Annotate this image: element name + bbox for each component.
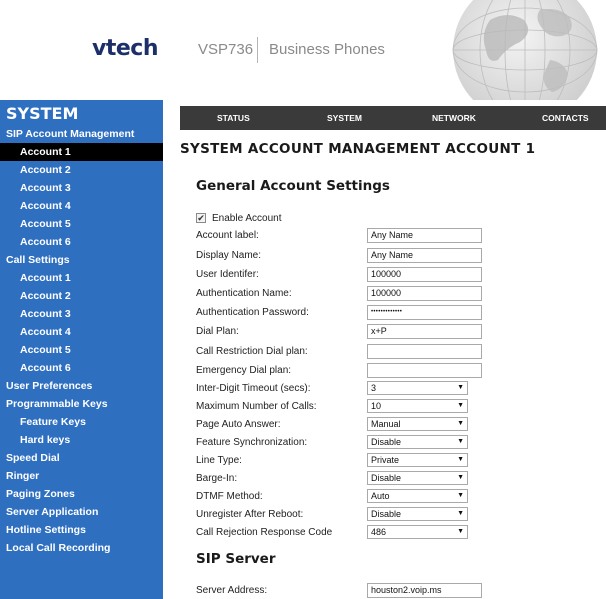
server-address-label: Server Address: <box>196 585 268 596</box>
user-identifier-input[interactable]: 100000 <box>367 267 482 282</box>
sidebar-item-sip-account-3[interactable]: Account 3 <box>20 182 71 194</box>
sidebar-item-call-settings[interactable]: Call Settings <box>6 254 70 266</box>
top-nav <box>180 106 606 130</box>
sidebar-item-sip-account-1[interactable]: Account 1 <box>0 143 163 161</box>
server-address-input[interactable]: houston2.voip.ms <box>367 583 482 598</box>
header-divider <box>257 37 258 63</box>
enable-account-label: Enable Account <box>212 212 282 224</box>
chevron-down-icon: ▼ <box>457 456 464 463</box>
chevron-down-icon: ▼ <box>457 510 464 517</box>
sidebar-item-server-application[interactable]: Server Application <box>6 506 99 518</box>
nav-tab-network[interactable]: NETWORK <box>432 113 476 123</box>
max-calls-label: Maximum Number of Calls: <box>196 401 317 412</box>
sidebar-item-call-account-4[interactable]: Account 4 <box>20 326 71 338</box>
sidebar-item-sip-account-2[interactable]: Account 2 <box>20 164 71 176</box>
emergency-dial-plan-input[interactable] <box>367 363 482 378</box>
call-rejection-code-select[interactable] <box>367 525 468 539</box>
inter-digit-timeout-select[interactable] <box>367 381 468 395</box>
page-auto-answer-value: Manual <box>371 419 401 429</box>
sidebar-item-sip-account-management[interactable]: SIP Account Management <box>6 128 135 140</box>
account-label-label: Account label: <box>196 230 259 241</box>
feature-sync-select[interactable] <box>367 435 468 449</box>
barge-in-label: Barge-In: <box>196 473 238 484</box>
sidebar-item-call-account-2[interactable]: Account 2 <box>20 290 71 302</box>
inter-digit-timeout-label: Inter-Digit Timeout (secs): <box>196 383 311 394</box>
header <box>0 0 606 100</box>
chevron-down-icon: ▼ <box>457 420 464 427</box>
account-label-input[interactable]: Any Name <box>367 228 482 243</box>
sidebar-item-user-preferences[interactable]: User Preferences <box>6 380 93 392</box>
feature-sync-label: Feature Synchronization: <box>196 437 308 448</box>
auth-name-label: Authentication Name: <box>196 288 292 299</box>
max-calls-select[interactable] <box>367 399 468 413</box>
sidebar-item-hard-keys[interactable]: Hard keys <box>20 434 71 446</box>
vtech-logo: vtech <box>92 36 158 61</box>
globe-graphic <box>430 0 606 100</box>
nav-tab-contacts[interactable]: CONTACTS <box>542 113 589 123</box>
enable-account-checkbox[interactable]: ✔ <box>197 212 205 223</box>
sidebar-item-sip-account-5[interactable]: Account 5 <box>20 218 71 230</box>
sidebar-item-call-account-6[interactable]: Account 6 <box>20 362 71 374</box>
unregister-after-reboot-value: Disable <box>371 509 402 519</box>
max-calls-value: 10 <box>371 401 382 411</box>
auth-name-input[interactable]: 100000 <box>367 286 482 301</box>
sidebar-item-call-account-5[interactable]: Account 5 <box>20 344 71 356</box>
call-restriction-dial-plan-input[interactable] <box>367 344 482 359</box>
sidebar-item-call-account-3[interactable]: Account 3 <box>20 308 71 320</box>
product-tagline: Business Phones <box>269 41 385 58</box>
page-title: SYSTEM ACCOUNT MANAGEMENT ACCOUNT 1 <box>180 141 536 157</box>
nav-tab-status[interactable]: STATUS <box>217 113 250 123</box>
enable-account-row <box>196 211 282 225</box>
page-auto-answer-select[interactable] <box>367 417 468 431</box>
unregister-after-reboot-select[interactable] <box>367 507 468 521</box>
call-rejection-code-value: 486 <box>371 527 387 537</box>
sidebar-item-sip-account-4[interactable]: Account 4 <box>20 200 71 212</box>
sidebar-item-programmable-keys[interactable]: Programmable Keys <box>6 398 108 410</box>
sidebar-item-sip-account-6[interactable]: Account 6 <box>20 236 71 248</box>
sip-server-heading: SIP Server <box>196 551 276 567</box>
call-rejection-code-label: Call Rejection Response Code <box>196 527 333 538</box>
dtmf-method-label: DTMF Method: <box>196 491 263 502</box>
dial-plan-input[interactable]: x+P <box>367 324 482 339</box>
sidebar-item-paging-zones[interactable]: Paging Zones <box>6 488 75 500</box>
line-type-label: Line Type: <box>196 455 242 466</box>
auth-password-label: Authentication Password: <box>196 307 309 318</box>
sidebar-item-ringer[interactable]: Ringer <box>6 470 40 482</box>
call-restriction-dial-plan-label: Call Restriction Dial plan: <box>196 346 308 357</box>
dial-plan-label: Dial Plan: <box>196 326 239 337</box>
barge-in-select[interactable] <box>367 471 468 485</box>
sidebar-item-call-account-1[interactable]: Account 1 <box>20 272 71 284</box>
feature-sync-value: Disable <box>371 437 402 447</box>
chevron-down-icon: ▼ <box>457 492 464 499</box>
unregister-after-reboot-label: Unregister After Reboot: <box>196 509 304 520</box>
barge-in-value: Disable <box>371 473 402 483</box>
dtmf-method-value: Auto <box>371 491 390 501</box>
inter-digit-timeout-value: 3 <box>371 383 377 393</box>
emergency-dial-plan-label: Emergency Dial plan: <box>196 365 292 376</box>
chevron-down-icon: ▼ <box>457 438 464 445</box>
display-name-input[interactable]: Any Name <box>367 248 482 263</box>
sidebar-item-feature-keys[interactable]: Feature Keys <box>20 416 86 428</box>
chevron-down-icon: ▼ <box>457 402 464 409</box>
dtmf-method-select[interactable] <box>367 489 468 503</box>
auth-password-input[interactable]: ••••••••••••• <box>367 305 482 320</box>
chevron-down-icon: ▼ <box>457 474 464 481</box>
display-name-label: Display Name: <box>196 250 262 261</box>
model-name: VSP736 <box>198 41 254 58</box>
sidebar-item-hotline-settings[interactable]: Hotline Settings <box>6 524 86 536</box>
sidebar <box>0 100 163 599</box>
sidebar-item-local-call-recording[interactable]: Local Call Recording <box>6 542 111 554</box>
nav-tab-system[interactable]: SYSTEM <box>327 113 362 123</box>
chevron-down-icon: ▼ <box>457 528 464 535</box>
user-identifier-label: User Identifer: <box>196 269 259 280</box>
page-auto-answer-label: Page Auto Answer: <box>196 419 281 430</box>
chevron-down-icon: ▼ <box>457 384 464 391</box>
sidebar-title: SYSTEM <box>6 104 79 123</box>
line-type-select[interactable] <box>367 453 468 467</box>
general-settings-heading: General Account Settings <box>196 178 390 194</box>
sidebar-item-speed-dial[interactable]: Speed Dial <box>6 452 60 464</box>
line-type-value: Private <box>371 455 400 465</box>
